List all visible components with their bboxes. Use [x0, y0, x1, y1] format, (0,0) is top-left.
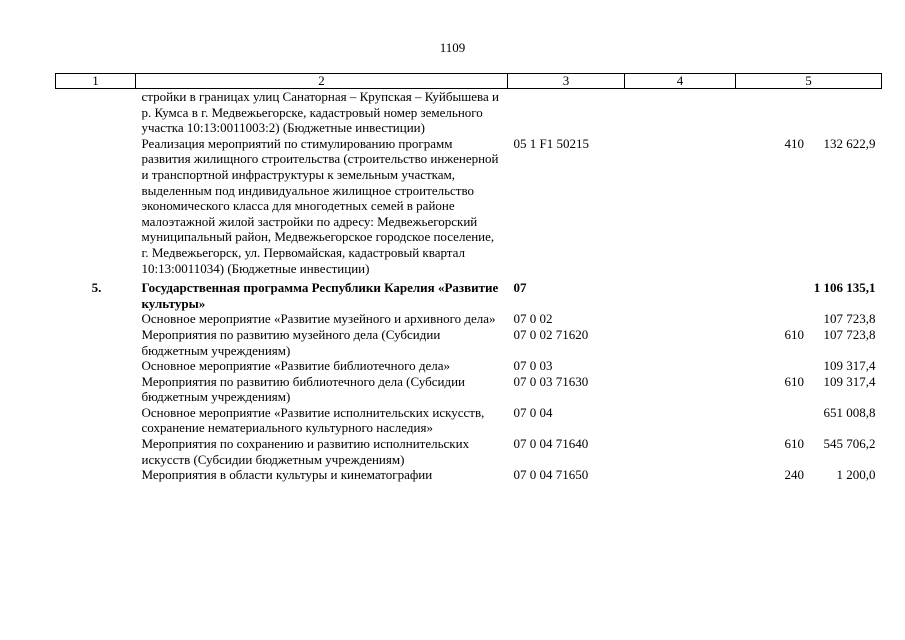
row-amount: 109 317,4: [823, 358, 876, 374]
row-amount: 107 723,8: [823, 311, 876, 327]
row-amount: 109 317,4: [823, 373, 876, 389]
row-type: 610: [784, 436, 804, 452]
row-name: Основное мероприятие «Развитие музейного и архивного дела»: [141, 311, 496, 327]
table-row: [56, 89, 882, 136]
table-header-row: [56, 74, 882, 89]
row-amount: 132 622,9: [823, 135, 876, 151]
row-number: [56, 374, 136, 405]
table-row: [56, 467, 882, 483]
row-code: 07 0 03: [513, 358, 553, 374]
row-number: [56, 136, 136, 276]
row-name: Мероприятия по развитию музейного дела (Субсидии бюджетным учреждениям): [141, 326, 441, 358]
row-amount: [736, 89, 882, 136]
row-type: [625, 276, 736, 311]
row-type: 410: [784, 135, 804, 151]
row-code: 07 0 02: [513, 311, 553, 327]
table-row: [56, 358, 882, 374]
table-row-program: [56, 276, 882, 311]
table-row: [56, 311, 882, 327]
row-type: [625, 405, 736, 436]
row-number: [56, 405, 136, 436]
header-col-4: 4: [625, 74, 736, 89]
row-name: Основное мероприятие «Развитие исполнительских искусств, сохранение нематериального культурного наследия»: [141, 404, 485, 436]
row-number: [56, 467, 136, 483]
row-code: 07 0 04 71650: [513, 467, 589, 483]
row-type: [625, 311, 736, 327]
page-number: 1109: [439, 40, 466, 55]
row-type: [625, 89, 736, 136]
header-col-3: 3: [508, 74, 625, 89]
row-code: [508, 89, 625, 136]
header-col-5: 5: [736, 74, 882, 89]
row-number: 5.: [91, 280, 102, 296]
row-name: Мероприятия по развитию библиотечного дела (Субсидии бюджетным учреждениям): [141, 373, 466, 405]
header-col-2: 2: [136, 74, 508, 89]
row-code: 07 0 03 71630: [513, 373, 589, 389]
row-code: 07 0 04 71640: [513, 436, 589, 452]
table-row: [56, 327, 882, 358]
row-number: [56, 311, 136, 327]
row-type: 610: [784, 326, 804, 342]
row-type: [625, 358, 736, 374]
row-amount: 1 106 135,1: [813, 280, 876, 296]
row-name: стройки в границах улиц Санаторная – Крупская – Куйбышева и р. Кумса в г. Медвежьегорске, кадастровый номер земельного участка 10:13:0011003:2) (Бюджетные инвестиции): [141, 89, 499, 136]
row-amount: 545 706,2: [823, 436, 876, 452]
row-code: 05 1 F1 50215: [513, 135, 589, 151]
row-number: [56, 89, 136, 136]
row-name: Государственная программа Республики Карелия «Развитие культуры»: [141, 280, 499, 311]
row-code: 07: [513, 280, 527, 296]
row-amount: 107 723,8: [823, 326, 876, 342]
row-name: Реализация мероприятий по стимулированию программ развития жилищного строительства (строительство инженерной и транспортной инфраструктуры к земельным участкам, выделенным под индивидуальное жилищное строительство экономического класса для многодетных семей в районе малоэтажной жилой застройки по адресу: Медвежьегорский муниципальный район, Медвежьегорское городское поселение, г. Медвежьегорск, ул. Первомайская, кадастровый квартал 10:13:0011034) (Бюджетные инвестиции): [141, 135, 499, 276]
row-code: 07 0 02 71620: [513, 326, 589, 342]
budget-table: [55, 73, 882, 483]
row-name: Мероприятия в области культуры и кинематографии: [141, 467, 433, 483]
row-code: 07 0 04: [513, 404, 553, 420]
row-number: [56, 327, 136, 358]
row-type: 610: [784, 373, 804, 389]
header-col-1: 1: [56, 74, 136, 89]
row-number: [56, 436, 136, 467]
table-row: [56, 374, 882, 405]
row-number: [56, 358, 136, 374]
row-type: 240: [784, 467, 804, 483]
table-row: [56, 436, 882, 467]
row-name: Мероприятия по сохранению и развитию исполнительских искусств (Субсидии бюджетным учреждениям): [141, 436, 470, 467]
row-name: Основное мероприятие «Развитие библиотечного дела»: [141, 358, 450, 374]
table-row: [56, 136, 882, 276]
row-amount: 651 008,8: [823, 404, 876, 420]
table-row: [56, 405, 882, 436]
row-amount: 1 200,0: [836, 467, 876, 483]
